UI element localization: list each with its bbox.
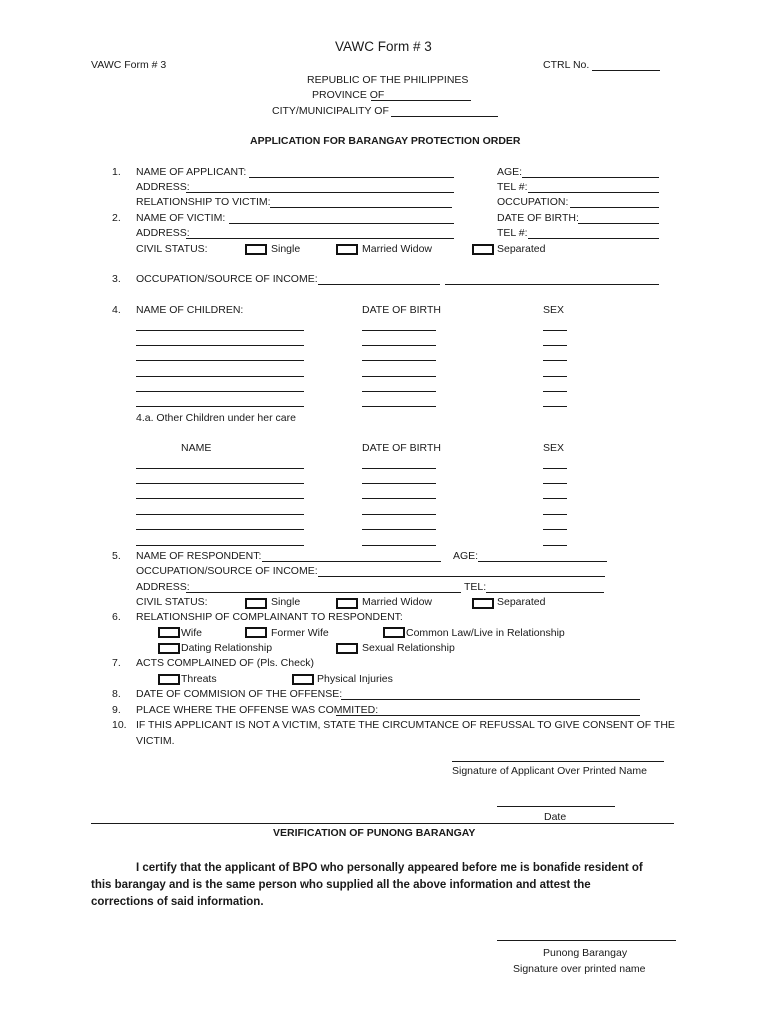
victim-married-checkbox[interactable]	[336, 244, 358, 255]
item-5-number: 5.	[112, 550, 121, 562]
verification-text-line-3: corrections of said information.	[91, 896, 264, 908]
other-child-dob-field[interactable]	[362, 545, 436, 546]
respondent-address-field[interactable]	[186, 592, 461, 593]
applicant-name-field[interactable]	[249, 177, 454, 178]
verification-text-line-2: this barangay and is the same person who supplied all the above information and attest the	[91, 879, 591, 891]
applicant-tel-field[interactable]	[528, 192, 659, 193]
sexual-relationship-label: Sexual Relationship	[362, 642, 455, 654]
respondent-age-label: AGE:	[453, 550, 479, 562]
sexual-relationship-checkbox[interactable]	[336, 643, 358, 654]
child-dob-field[interactable]	[362, 391, 436, 392]
victim-address-field[interactable]	[186, 238, 454, 239]
city-label: CITY/MUNICIPALITY OF	[272, 105, 389, 117]
item-4-number: 4.	[112, 304, 121, 316]
victim-separated-checkbox[interactable]	[472, 244, 494, 255]
child-dob-field[interactable]	[362, 345, 436, 346]
page-heading: APPLICATION FOR BARANGAY PROTECTION ORDER	[250, 135, 521, 147]
victim-civil-status-label: CIVIL STATUS:	[136, 243, 208, 255]
applicant-name-label: NAME OF APPLICANT:	[136, 166, 247, 178]
victim-tel-label: TEL #:	[497, 227, 528, 239]
victim-dob-label: DATE OF BIRTH:	[497, 212, 579, 224]
item-3-number: 3.	[112, 273, 121, 285]
wife-label: Wife	[181, 627, 202, 639]
refusal-circumstance-text-2: VICTIM.	[136, 735, 175, 747]
commission-date-label: DATE OF COMMISION OF THE OFFENSE:	[136, 688, 343, 700]
other-child-sex-field[interactable]	[543, 514, 567, 515]
date-label: Date	[544, 811, 567, 823]
occupation-income-field-2[interactable]	[445, 284, 659, 285]
item-8-number: 8.	[112, 688, 121, 700]
province-label: PROVINCE OF	[312, 89, 385, 101]
victim-name-field[interactable]	[229, 223, 454, 224]
occupation-income-field-1[interactable]	[318, 284, 440, 285]
other-child-sex-field[interactable]	[543, 545, 567, 546]
refusal-circumstance-text: IF THIS APPLICANT IS NOT A VICTIM, STATE THE CIRCUMTANCE OF REFUSSAL TO GIVE CONSENT OF THE	[136, 719, 675, 731]
applicant-address-label: ADDRESS:	[136, 181, 190, 193]
item-9-number: 9.	[112, 704, 121, 716]
other-children-dob-header: DATE OF BIRTH	[362, 442, 441, 454]
ctrl-no-label: CTRL No.	[543, 59, 590, 71]
wife-checkbox[interactable]	[158, 627, 180, 638]
applicant-signature-label: Signature of Applicant Over Printed Name	[452, 765, 647, 777]
victim-name-label: NAME OF VICTIM:	[136, 212, 226, 224]
victim-dob-field[interactable]	[578, 223, 659, 224]
applicant-age-field[interactable]	[522, 177, 659, 178]
occupation-income-label: OCCUPATION/SOURCE OF INCOME:	[136, 273, 318, 285]
other-child-sex-field[interactable]	[543, 498, 567, 499]
child-dob-field[interactable]	[362, 360, 436, 361]
victim-separated-label: Separated	[497, 243, 546, 255]
other-child-sex-field[interactable]	[543, 483, 567, 484]
republic-text: REPUBLIC OF THE PHILIPPINES	[307, 74, 469, 86]
punong-barangay-label: Punong Barangay	[543, 947, 628, 959]
form-label: VAWC Form # 3	[91, 59, 167, 71]
former-wife-checkbox[interactable]	[245, 627, 267, 638]
child-sex-field[interactable]	[543, 376, 567, 377]
respondent-tel-label: TEL:	[464, 581, 487, 593]
children-name-header: NAME OF CHILDREN:	[136, 304, 244, 316]
item-6-number: 6.	[112, 611, 121, 623]
dating-relationship-checkbox[interactable]	[158, 643, 180, 654]
applicant-address-field[interactable]	[186, 192, 454, 193]
respondent-age-field[interactable]	[478, 561, 607, 562]
other-child-dob-field[interactable]	[362, 483, 436, 484]
respondent-name-label: NAME OF RESPONDENT:	[136, 550, 262, 562]
punong-signature-field[interactable]	[497, 940, 676, 941]
respondent-married-label: Married Widow	[362, 596, 433, 608]
relationship-field[interactable]	[270, 207, 452, 208]
children-dob-header: DATE OF BIRTH	[362, 304, 441, 316]
child-sex-field[interactable]	[543, 360, 567, 361]
other-child-name-field[interactable]	[136, 514, 304, 515]
other-child-name-field[interactable]	[136, 529, 304, 530]
offense-place-label: PLACE WHERE THE OFFENSE WAS COMMITED:	[136, 704, 379, 716]
item-2-number: 2.	[112, 212, 121, 224]
verification-heading: VERIFICATION OF PUNONG BARANGAY	[273, 827, 476, 839]
relationship-label: RELATIONSHIP TO VICTIM:	[136, 196, 271, 208]
child-name-field[interactable]	[136, 376, 304, 377]
dating-relationship-label: Dating Relationship	[181, 642, 273, 654]
applicant-occupation-label: OCCUPATION:	[497, 196, 569, 208]
respondent-separated-checkbox[interactable]	[472, 598, 494, 609]
commission-date-field[interactable]	[341, 699, 640, 700]
respondent-civil-status-label: CIVIL STATUS:	[136, 596, 208, 608]
respondent-single-label: Single	[271, 596, 301, 608]
child-sex-field[interactable]	[543, 345, 567, 346]
child-dob-field[interactable]	[362, 406, 436, 407]
applicant-signature-field[interactable]	[452, 761, 664, 762]
other-child-dob-field[interactable]	[362, 529, 436, 530]
other-children-sex-header: SEX	[543, 442, 565, 454]
respondent-address-label: ADDRESS:	[136, 581, 190, 593]
verification-text-line-1: I certify that the applicant of BPO who personally appeared before me is bonafide resident of	[136, 862, 643, 874]
other-child-sex-field[interactable]	[543, 468, 567, 469]
date-field[interactable]	[497, 806, 615, 807]
respondent-name-field[interactable]	[262, 561, 441, 562]
child-sex-field[interactable]	[543, 406, 567, 407]
child-name-field[interactable]	[136, 330, 304, 331]
child-sex-field[interactable]	[543, 330, 567, 331]
common-law-checkbox[interactable]	[383, 627, 405, 638]
respondent-occupation-label: OCCUPATION/SOURCE OF INCOME:	[136, 565, 318, 577]
city-field[interactable]	[391, 116, 498, 117]
other-child-dob-field[interactable]	[362, 514, 436, 515]
item-7-number: 7.	[112, 657, 121, 669]
physical-injuries-checkbox[interactable]	[292, 674, 314, 685]
children-sex-header: SEX	[543, 304, 565, 316]
applicant-age-label: AGE:	[497, 166, 523, 178]
item-10-number: 10.	[112, 719, 127, 731]
respondent-tel-field[interactable]	[486, 592, 604, 593]
other-child-sex-field[interactable]	[543, 529, 567, 530]
offense-place-field[interactable]	[336, 715, 640, 716]
other-children-name-header: NAME	[181, 442, 212, 454]
other-child-dob-field[interactable]	[362, 468, 436, 469]
applicant-occupation-field[interactable]	[570, 207, 659, 208]
victim-single-checkbox[interactable]	[245, 244, 267, 255]
form-title: VAWC Form # 3	[335, 39, 432, 54]
acts-complained-label: ACTS COMPLAINED OF (Pls. Check)	[136, 657, 314, 669]
victim-single-label: Single	[271, 243, 301, 255]
province-field[interactable]	[371, 100, 471, 101]
threats-label: Threats	[181, 673, 217, 685]
respondent-separated-label: Separated	[497, 596, 546, 608]
other-child-name-field[interactable]	[136, 483, 304, 484]
other-child-dob-field[interactable]	[362, 498, 436, 499]
child-name-field[interactable]	[136, 345, 304, 346]
punong-signature-label: Signature over printed name	[513, 963, 646, 975]
threats-checkbox[interactable]	[158, 674, 180, 685]
other-children-label: 4.a. Other Children under her care	[136, 412, 296, 424]
child-dob-field[interactable]	[362, 330, 436, 331]
victim-tel-field[interactable]	[528, 238, 659, 239]
respondent-single-checkbox[interactable]	[245, 598, 267, 609]
other-child-name-field[interactable]	[136, 545, 304, 546]
common-law-label: Common Law/Live in Relationship	[406, 627, 565, 639]
complainant-relationship-label: RELATIONSHIP OF COMPLAINANT TO RESPONDENT:	[136, 611, 403, 623]
item-1-number: 1.	[112, 166, 121, 178]
ctrl-no-field[interactable]	[592, 70, 660, 71]
other-child-name-field[interactable]	[136, 498, 304, 499]
victim-address-label: ADDRESS:	[136, 227, 190, 239]
child-name-field[interactable]	[136, 406, 304, 407]
child-name-field[interactable]	[136, 391, 304, 392]
child-dob-field[interactable]	[362, 376, 436, 377]
child-sex-field[interactable]	[543, 391, 567, 392]
physical-injuries-label: Physical Injuries	[317, 673, 393, 685]
section-divider	[91, 823, 674, 824]
respondent-married-checkbox[interactable]	[336, 598, 358, 609]
respondent-occupation-field[interactable]	[318, 576, 605, 577]
child-name-field[interactable]	[136, 360, 304, 361]
victim-married-label: Married Widow	[362, 243, 433, 255]
other-child-name-field[interactable]	[136, 468, 304, 469]
former-wife-label: Former Wife	[271, 627, 329, 639]
applicant-tel-label: TEL #:	[497, 181, 528, 193]
